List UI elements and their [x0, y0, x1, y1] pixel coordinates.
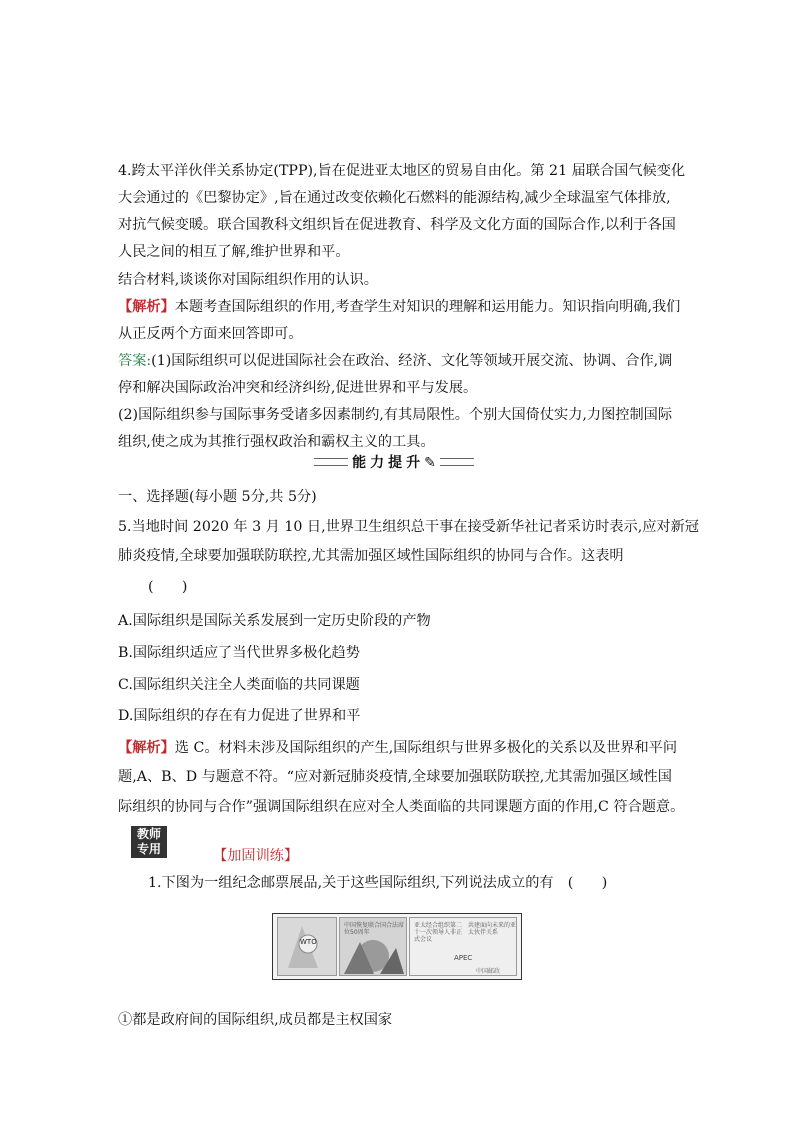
un-stamp-text: 中国恢复联合国合法席位50周年: [344, 922, 405, 936]
q5-bracket: ( ): [148, 579, 188, 595]
apec-stamp-text: 亚太经合组织第二十一次领导人非正式会议: [414, 922, 463, 943]
analysis-text: 选 C。材料未涉及国际组织的产生,国际组织与世界多极化的关系以及世界和平问: [174, 740, 678, 756]
part-heading: 一、选择题(每小题 5分,共 5分): [118, 489, 317, 505]
pencil-icon: ✎: [424, 455, 436, 471]
q5-analysis-line-3: 际组织的协同与合作”强调国际组织在应对全人类面临的共同课题方面的作用,C 符合题意。: [118, 799, 685, 815]
china-post-label: 中国邮政: [476, 968, 501, 975]
q5-line-1: 5.当地时间 2020 年 3 月 10 日,世界卫生组织总干事在接受新华社记者采访时表示,应对新冠: [118, 519, 699, 535]
analysis-tag: 【解析】: [118, 299, 175, 315]
un-stamp: [339, 917, 407, 976]
q5-option-b: B.国际组织适应了当代世界多极化趋势: [118, 645, 360, 661]
q4-line-1: 4.跨太平洋伙伴关系协定(TPP),旨在促进亚太地区的贸易自由化。第 21 届联合国气候变化: [118, 163, 686, 179]
apec-stamp: [409, 917, 517, 976]
section-heading: [314, 452, 474, 472]
q4-answer-line-2: 停和解决国际政治冲突和经济纠纷,促进世界和平与发展。: [118, 380, 478, 396]
badge-line-2: 专用: [136, 842, 161, 856]
q4-answer-line-1: [118, 351, 672, 371]
q5-line-2: 肺炎疫情,全球要加强联防联控,尤其需加强区域性国际组织的协同与合作。这表明: [118, 548, 624, 564]
q5-analysis-line-2: 题,A、B、D 与题意不符。“应对新冠肺炎疫情,全球要加强联防联控,尤其需加强区域性国: [118, 769, 672, 785]
q4-answer-line-4: 组织,使之成为其推行强权政治和霸权主义的工具。: [118, 434, 435, 450]
q4-analysis-line-1: [118, 297, 680, 317]
answer-text: (1)国际组织可以促进国际社会在政治、经济、文化等领域开展交流、协调、合作,调: [151, 353, 673, 369]
q4-line-2: 大会通过的《巴黎协定》,旨在通过改变依赖化石燃料的能源结构,减少全球温室气体排放,: [118, 190, 671, 206]
badge-line-1: 教师: [136, 827, 161, 841]
wto-label: WTO: [300, 938, 317, 946]
q4-line-4: 人民之间的相互了解,维护世界和平。: [118, 244, 350, 260]
q4-analysis-line-2: 从正反两个方面来回答即可。: [118, 326, 303, 342]
q5-option-c: C.国际组织关注全人类面临的共同课题: [118, 677, 360, 693]
reinforce-tag: 【加固训练】: [213, 848, 299, 864]
wto-stamp-graphic: [278, 918, 336, 975]
section-rule-right: [440, 458, 474, 466]
section-rule-left: [314, 458, 348, 466]
q5-option-a: A.国际组织是国际关系发展到一定历史阶段的产物: [118, 613, 431, 629]
answer-tag: 答案:: [118, 353, 152, 369]
r1-question: 1.下图为一组纪念邮票展品,关于这些国际组织,下列说法成立的有 ( ): [148, 875, 608, 891]
q5-analysis-line-1: [118, 738, 677, 758]
analysis-tag: 【解析】: [118, 740, 175, 756]
q4-answer-line-3: (2)国际组织参与国际事务受诸多因素制约,有其局限性。个别大国倚仗实力,力图控制国际: [118, 407, 673, 423]
teacher-only-badge: [131, 826, 167, 858]
q4-line-3: 对抗气候变暖。联合国教科文组织旨在促进教育、科学及文化方面的国际合作,以利于各国: [118, 217, 676, 233]
analysis-text: 本题考查国际组织的作用,考查学生对知识的理解和运用能力。知识指向明确,我们: [174, 299, 681, 315]
statement-1: ①都是政府间的国际组织,成员都是主权国家: [118, 1012, 393, 1028]
apec-stamp-subtext: 共建面向未来的亚太伙伴关系: [468, 922, 517, 936]
apec-label: APEC: [454, 954, 473, 962]
wto-stamp: [277, 917, 337, 976]
stamps-image: [272, 913, 522, 980]
section-title: 能力提升✎: [352, 455, 436, 471]
q4-prompt: 结合材料,谈谈你对国际组织作用的认识。: [118, 272, 378, 288]
q5-option-d: D.国际组织的存在有力促进了世界和平: [118, 708, 361, 724]
